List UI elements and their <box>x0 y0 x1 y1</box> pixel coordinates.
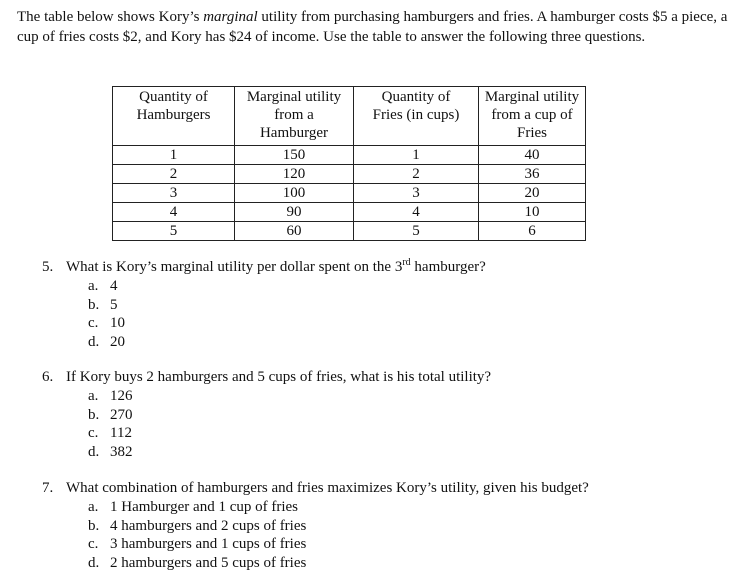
table-cell: 5 <box>113 222 235 241</box>
table-cell: 2 <box>113 165 235 184</box>
option-text: 1 Hamburger and 1 cup of fries <box>110 499 298 515</box>
option-text: 3 hamburgers and 1 cups of fries <box>110 536 307 553</box>
answer-option[interactable] <box>88 554 732 573</box>
option-text: 112 <box>110 425 132 442</box>
table-cell: 10 <box>479 203 586 222</box>
table-cell: 1 <box>354 146 479 165</box>
question-5 <box>42 258 732 351</box>
header-line: Quantity of <box>381 89 451 105</box>
answer-option[interactable] <box>88 333 732 352</box>
table-cell: 2 <box>354 165 479 184</box>
question-7-prompt <box>42 479 732 497</box>
option-text: 5 <box>110 296 118 313</box>
table-cell: 4 <box>113 203 235 222</box>
option-text: 126 <box>110 388 133 404</box>
utility-table <box>112 86 586 241</box>
answer-option[interactable] <box>88 424 732 443</box>
answer-option[interactable] <box>88 443 732 462</box>
answer-option[interactable] <box>88 498 732 517</box>
option-label: c. <box>88 315 99 332</box>
table-cell: 5 <box>354 222 479 241</box>
intro-emphasis: marginal <box>203 9 258 25</box>
option-label: d. <box>88 554 100 571</box>
table-cell: 4 <box>354 203 479 222</box>
question-text-end: hamburger? <box>410 259 486 275</box>
answer-option[interactable] <box>88 406 732 425</box>
answer-options <box>88 498 732 572</box>
option-label: c. <box>88 536 99 553</box>
option-label: c. <box>88 425 99 442</box>
answer-options <box>88 387 732 461</box>
table-cell: 1 <box>113 146 235 165</box>
option-text: 2 hamburgers and 5 cups of fries <box>110 554 307 571</box>
option-text: 20 <box>110 333 125 350</box>
table-cell: 6 <box>479 222 586 241</box>
option-label: d. <box>88 333 100 350</box>
question-number: 6. <box>42 369 54 385</box>
header-line: Hamburger <box>259 125 329 141</box>
option-label: b. <box>88 406 100 423</box>
table-cell: 40 <box>479 146 586 165</box>
answer-option[interactable] <box>88 296 732 315</box>
intro-paragraph <box>17 7 732 47</box>
intro-text-part1: The table below shows Kory’s <box>17 9 204 25</box>
question-7 <box>42 479 732 572</box>
option-label: b. <box>88 517 100 534</box>
header-line: Marginal utility <box>246 89 342 105</box>
header-line: Quantity of <box>139 89 208 105</box>
table-row <box>113 203 586 222</box>
header-mu-hamburger <box>235 87 354 146</box>
option-label: d. <box>88 443 100 460</box>
intro-text-part2: utility from purchasing hamburgers and fries. A hamburger costs $5 a piece, a cup of fries costs $2, and Kory has $24 of income. Use the table to answer the following three questions. <box>17 9 728 45</box>
answer-option[interactable] <box>88 387 732 406</box>
table-cell: 150 <box>235 146 354 165</box>
table-cell: 36 <box>479 165 586 184</box>
answer-options <box>88 277 732 351</box>
question-6 <box>42 368 732 461</box>
header-line: Fries <box>517 125 547 141</box>
answer-option[interactable] <box>88 517 732 536</box>
question-number: 5. <box>42 259 54 275</box>
option-text: 4 <box>110 278 118 294</box>
table-row <box>113 222 586 241</box>
option-text: 270 <box>110 406 133 423</box>
ordinal-suffix: rd <box>402 257 411 268</box>
header-line: Marginal utility <box>484 89 580 105</box>
table-row <box>113 165 586 184</box>
table-row <box>113 184 586 203</box>
option-text: 10 <box>110 315 125 332</box>
header-line: Hamburgers <box>136 107 211 123</box>
question-5-prompt <box>42 258 732 276</box>
table-cell: 20 <box>479 184 586 203</box>
header-mu-fries <box>479 87 586 146</box>
table-cell: 3 <box>354 184 479 203</box>
answer-option[interactable] <box>88 277 732 296</box>
header-line: from a cup of <box>491 107 573 123</box>
question-6-prompt <box>42 368 732 386</box>
header-line: Fries (in cups) <box>372 107 460 123</box>
option-label: a. <box>88 388 99 404</box>
table-cell: 100 <box>235 184 354 203</box>
option-label: a. <box>88 499 99 515</box>
question-text: What combination of hamburgers and fries maximizes Kory’s utility, given his budget? <box>66 480 589 496</box>
table-row <box>113 146 586 165</box>
table-header-row <box>113 87 586 146</box>
answer-option[interactable] <box>88 314 732 333</box>
question-text: If Kory buys 2 hamburgers and 5 cups of fries, what is his total utility? <box>66 369 492 385</box>
table-cell: 120 <box>235 165 354 184</box>
table-cell: 90 <box>235 203 354 222</box>
header-line: from a <box>274 107 314 123</box>
header-qty-hamburgers <box>113 87 235 146</box>
question-number: 7. <box>42 480 54 496</box>
table-cell: 60 <box>235 222 354 241</box>
option-label: b. <box>88 296 100 313</box>
table-cell: 3 <box>113 184 235 203</box>
answer-option[interactable] <box>88 535 732 554</box>
question-text: What is Kory’s marginal utility per dollar spent on the 3 <box>66 259 403 275</box>
header-qty-fries <box>354 87 479 146</box>
option-text: 382 <box>110 443 133 460</box>
option-text: 4 hamburgers and 2 cups of fries <box>110 517 307 534</box>
option-label: a. <box>88 278 99 294</box>
